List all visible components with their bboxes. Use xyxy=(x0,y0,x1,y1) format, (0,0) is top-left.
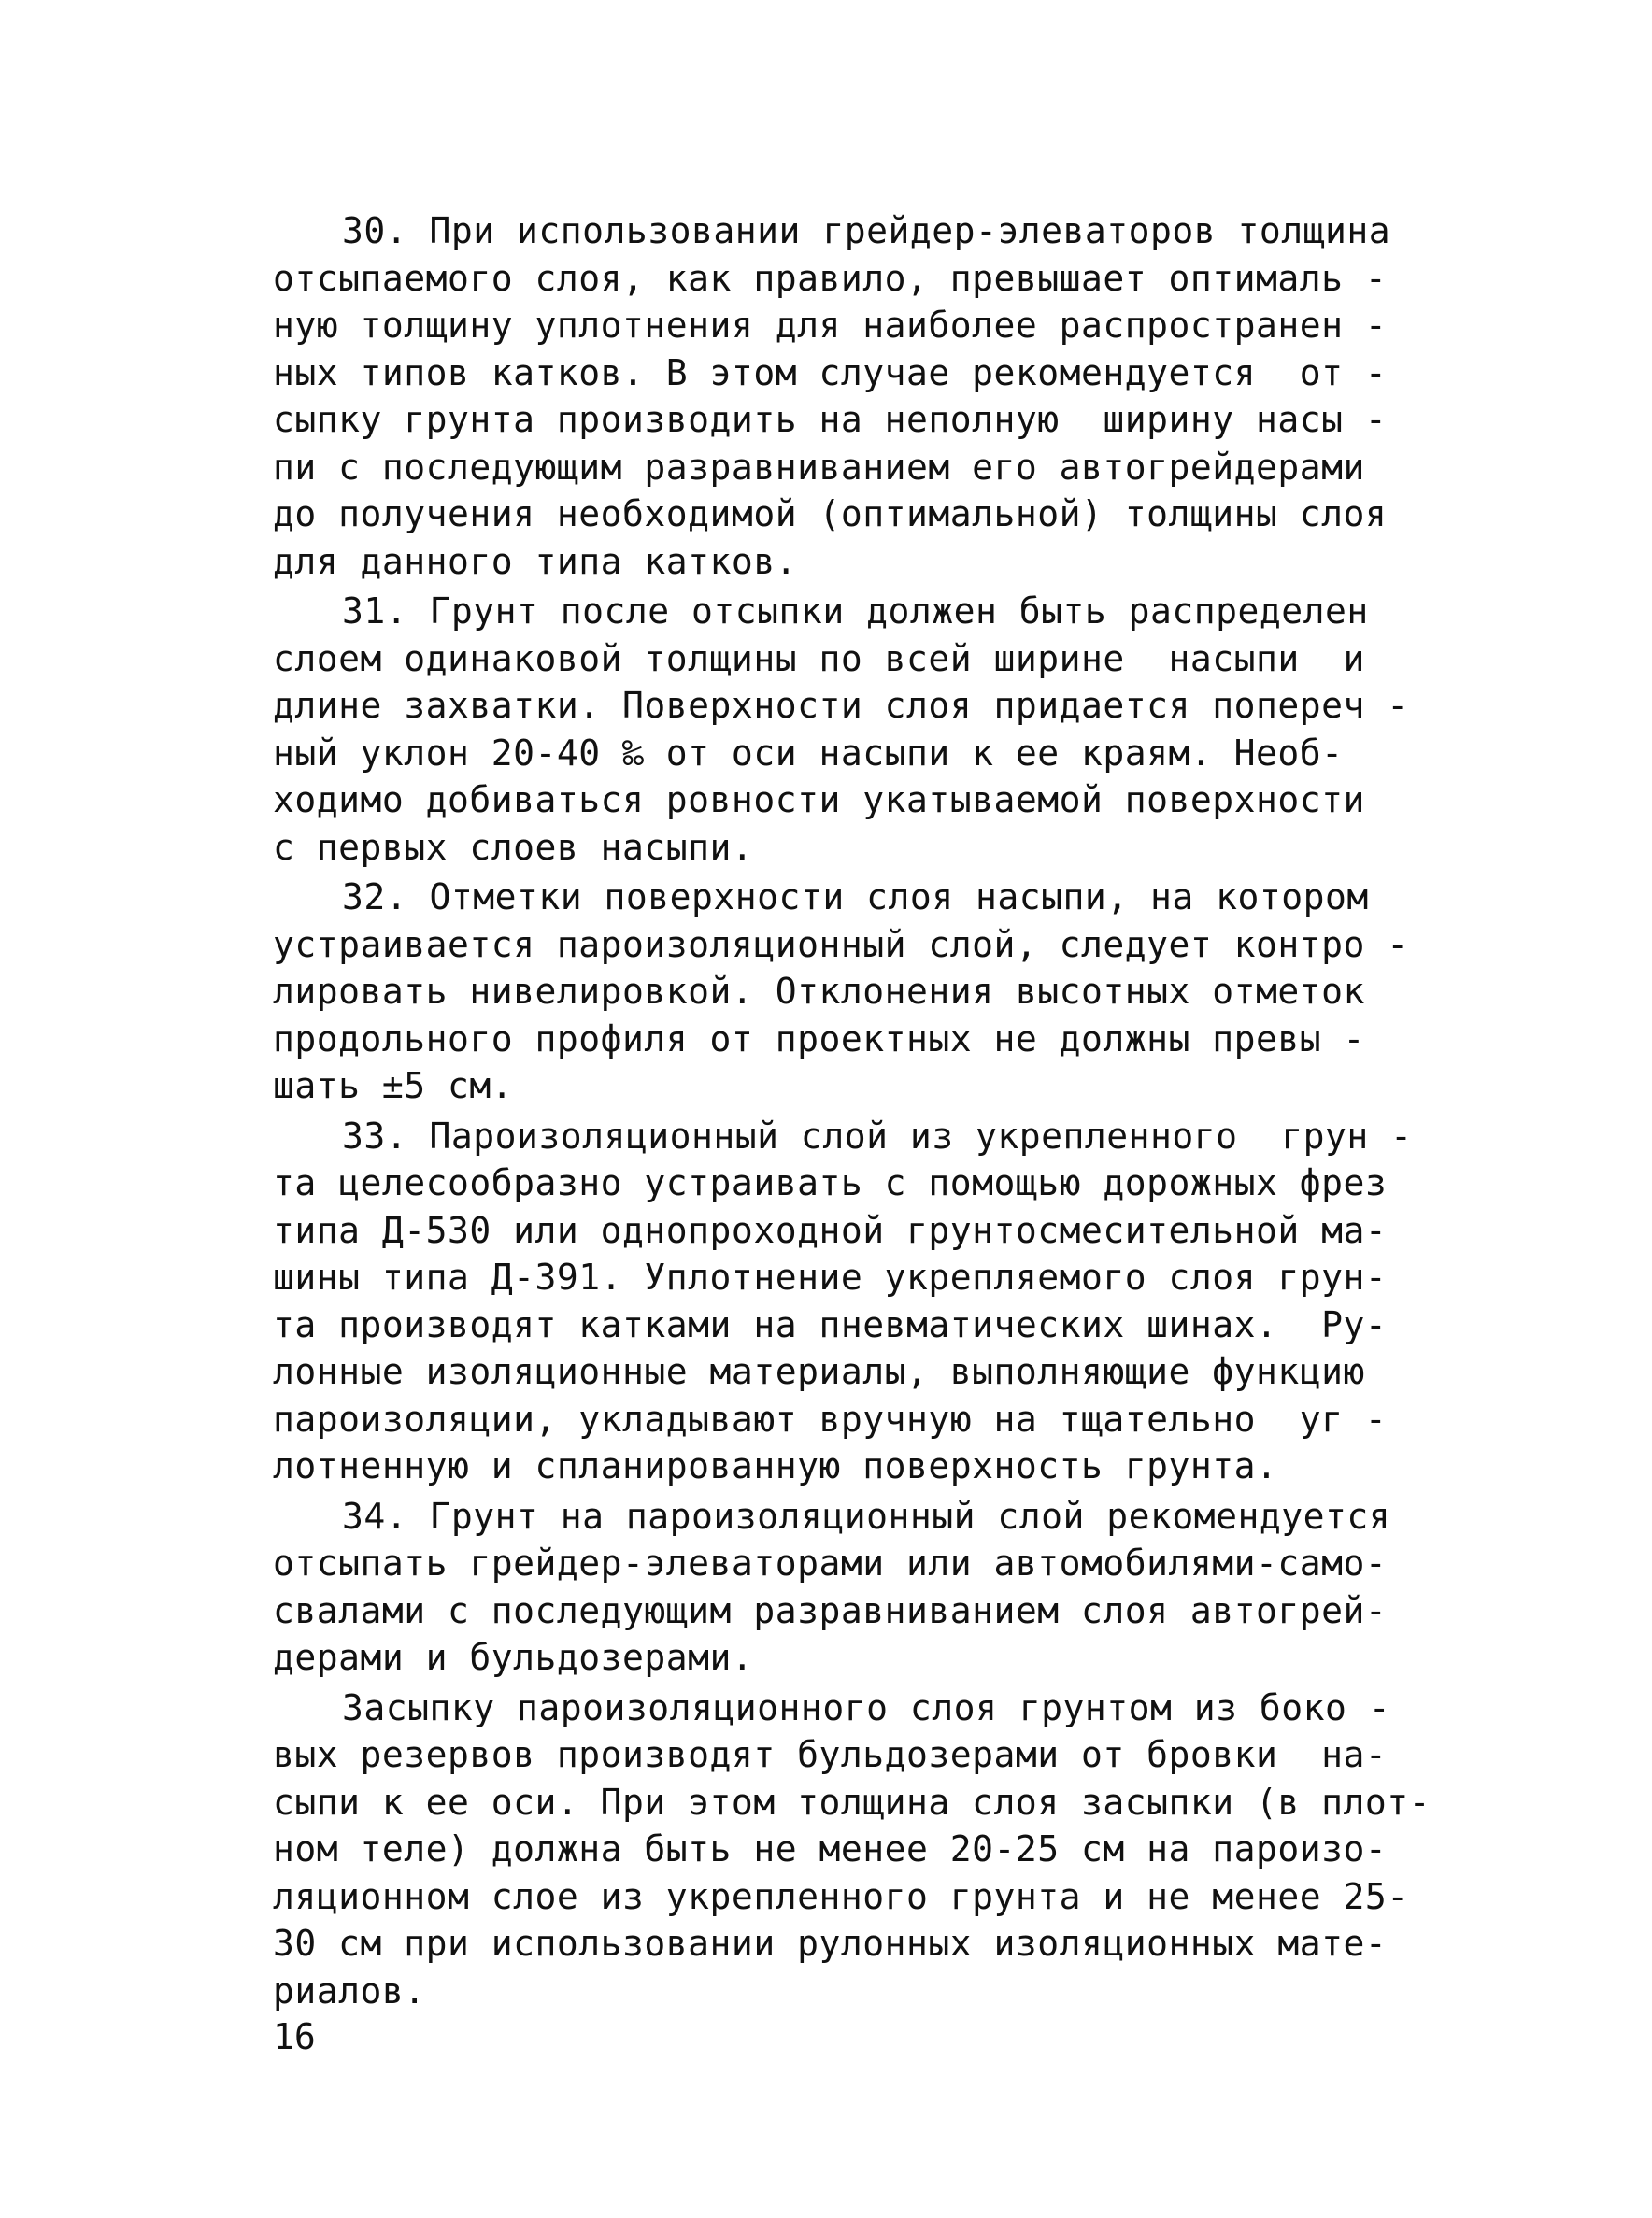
text-line: 34. Грунт на пароизоляционный слой рекомендуется xyxy=(342,1495,1391,1537)
paragraph xyxy=(273,1113,1460,1490)
text-line: 31. Грунт после отсыпки должен быть распределен xyxy=(342,590,1369,632)
text-line: с первых слоев насыпи. xyxy=(273,826,754,868)
page-number: 16 xyxy=(273,2016,316,2057)
text-line: длине захватки. Поверхности слоя придается попереч - xyxy=(273,685,1409,726)
paragraph xyxy=(273,207,1460,585)
text-line: отсыпаемого слоя, как правило, превышает оптималь - xyxy=(273,257,1388,299)
text-line: шины типа Д-391. Уплотнение укрепляемого слоя грун- xyxy=(273,1257,1388,1298)
text-line: ходимо добиваться ровности укатываемой поверхности xyxy=(273,779,1365,820)
text-line: риалов. xyxy=(273,1969,426,2012)
paragraph xyxy=(273,588,1460,871)
text-line: свалами с последующим разравниванием слоя автогрей- xyxy=(273,1589,1388,1631)
text-line: ном теле) должна быть не менее 20-25 см на пароизо- xyxy=(273,1828,1388,1870)
text-line: лонные изоляционные материалы, выполняющие функцию xyxy=(273,1351,1365,1392)
text-line: пи с последующим разравниванием его автогрейдерами xyxy=(273,446,1365,488)
text-line: шать ±5 см. xyxy=(273,1065,514,1106)
text-line: дерами и бульдозерами. xyxy=(273,1637,754,1678)
text-line: Засыпку пароизоляционного слоя грунтом из боко - xyxy=(342,1686,1391,1728)
text-line: отсыпать грейдер-элеваторами или автомобилями-само- xyxy=(273,1543,1388,1584)
text-line: сыпку грунта производить на неполную ширину насы - xyxy=(273,399,1388,440)
text-line: для данного типа катков. xyxy=(273,540,798,582)
text-line: слоем одинаковой толщины по всей ширине насыпи и xyxy=(273,637,1365,679)
text-line: типа Д-530 или однопроходной грунтосмесительной ма- xyxy=(273,1209,1388,1251)
text-line: устраивается пароизоляционный слой, следует контро - xyxy=(273,923,1409,965)
text-line: 30. При использовании грейдер-элеваторов толщина xyxy=(342,210,1391,251)
paragraph xyxy=(273,1685,1460,2015)
text-line: до получения необходимой (оптимальной) толщины слоя xyxy=(273,493,1388,534)
text-line: та целесообразно устраивать с помощью дорожных фрез xyxy=(273,1162,1388,1203)
text-line: та производят катками на пневматических шинах. Ру- xyxy=(273,1303,1388,1345)
text-line: продольного профиля от проектных не должны превы - xyxy=(273,1017,1365,1059)
text-line: ный уклон 20-40 ‰ от оси насыпи к ее краям. Необ- xyxy=(273,732,1344,774)
paragraph xyxy=(273,1493,1460,1682)
text-line: 32. Отметки поверхности слоя насыпи, на котором xyxy=(342,876,1369,917)
text-line: ляционном слое из укрепленного грунта и не менее 25- xyxy=(273,1875,1409,1917)
body-text xyxy=(273,207,1460,2014)
text-line: ную толщину уплотнения для наиболее распространен - xyxy=(273,305,1388,346)
paragraph xyxy=(273,874,1460,1110)
text-line: пароизоляции, укладывают вручную на тщательно уг - xyxy=(273,1398,1388,1440)
text-line: лировать нивелировкой. Отклонения высотных отметок xyxy=(273,971,1365,1012)
text-line: сыпи к ее оси. При этом толщина слоя засыпки (в плот- xyxy=(273,1781,1431,1823)
text-line: ных типов катков. В этом случае рекомендуется от - xyxy=(273,351,1388,393)
text-line: вых резервов производят бульдозерами от бровки на- xyxy=(273,1734,1388,1775)
text-line: лотненную и спланированную поверхность грунта. xyxy=(273,1445,1278,1486)
text-line: 30 см при использовании рулонных изоляционных мате- xyxy=(273,1923,1388,1964)
text-line: 33. Пароизоляционный слой из укрепленного грун - xyxy=(342,1115,1413,1157)
